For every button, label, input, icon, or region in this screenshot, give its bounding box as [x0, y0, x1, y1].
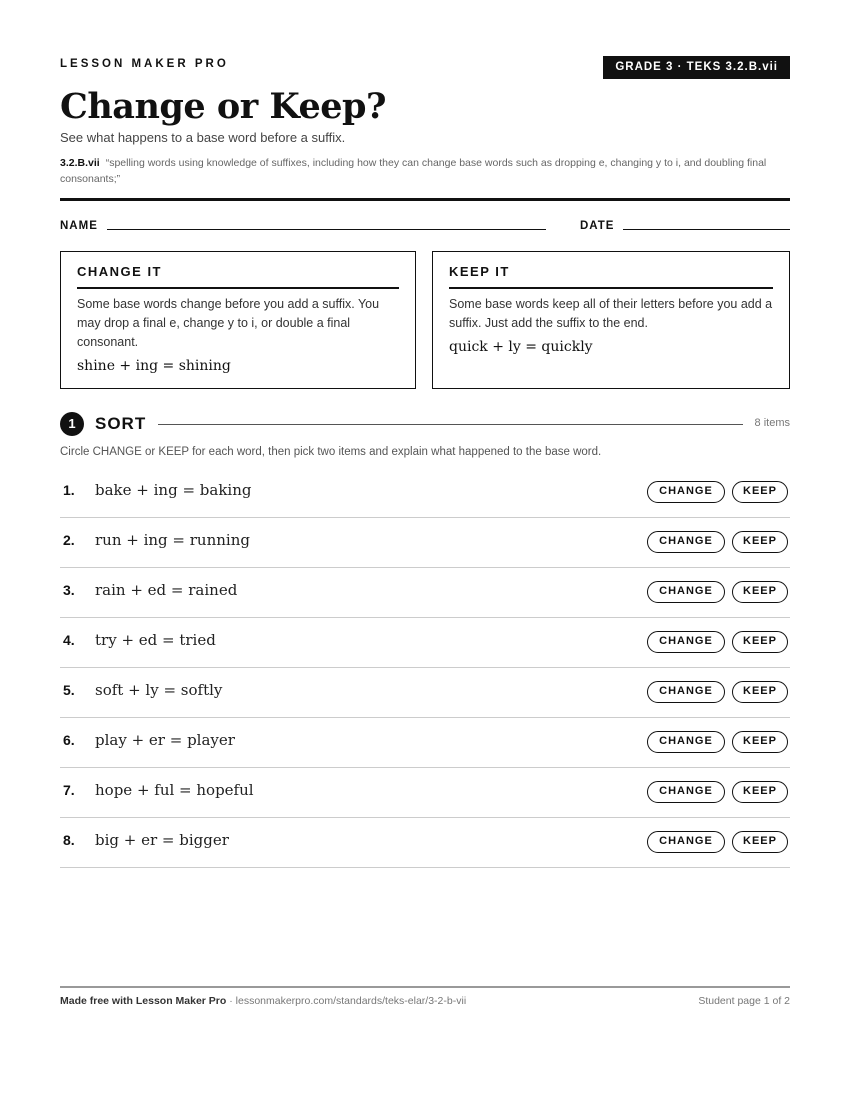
name-label: NAME: [60, 220, 98, 232]
change-button[interactable]: CHANGE: [647, 631, 725, 653]
standard-text: “spelling words using knowledge of suffixes, including how they can change base words such as dropping e, changing y to i, and doubling final consonants;”: [60, 157, 767, 185]
keep-button[interactable]: KEEP: [732, 631, 788, 653]
item-number: 7.: [63, 782, 75, 798]
section-divider: [158, 424, 743, 425]
footer-divider: [60, 986, 790, 988]
item-number: 3.: [63, 582, 75, 598]
change-button[interactable]: CHANGE: [647, 681, 725, 703]
item-word: try + ed = tried: [95, 631, 216, 649]
item-number: 2.: [63, 532, 75, 548]
top-bar: [60, 56, 790, 80]
list-item: [60, 568, 790, 618]
name-date-row: [60, 220, 790, 234]
card-example: shine + ing = shining: [77, 358, 231, 374]
keep-button[interactable]: KEEP: [732, 831, 788, 853]
instructions: Circle CHANGE or KEEP for each word, then pick two items and explain what happened to the base word.: [60, 446, 602, 458]
name-field[interactable]: [107, 229, 546, 230]
item-word: run + ing = running: [95, 531, 250, 549]
item-number: 4.: [63, 632, 75, 648]
list-item: [60, 818, 790, 868]
card-title: KEEP IT: [449, 264, 773, 289]
page-number: Student page 1 of 2: [698, 995, 790, 1007]
footer-url[interactable]: · lessonmakerpro.com/standards/teks-elar/3-2-b-vii: [226, 995, 467, 1007]
list-item: [60, 518, 790, 568]
item-number: 8.: [63, 832, 75, 848]
list-item: [60, 468, 790, 518]
brand-name: LESSON MAKER PRO: [60, 58, 229, 70]
card-title: CHANGE IT: [77, 264, 399, 289]
keep-button[interactable]: KEEP: [732, 581, 788, 603]
keep-button[interactable]: KEEP: [732, 481, 788, 503]
item-number: 5.: [63, 682, 75, 698]
page-subtitle: See what happens to a base word before a suffix.: [60, 130, 346, 145]
card-text: Some base words change before you add a suffix. You may drop a final e, change y to i, or double a final consonant.: [77, 297, 380, 349]
date-label: DATE: [580, 220, 615, 232]
standard-description: [60, 155, 790, 187]
section-number: 1: [60, 412, 84, 436]
header-divider: [60, 198, 790, 201]
change-it-card: [60, 251, 416, 389]
card-text: Some base words keep all of their letters before you add a suffix. Just add the suffix to the end.: [449, 297, 773, 330]
list-item: [60, 718, 790, 768]
keep-button[interactable]: KEEP: [732, 731, 788, 753]
item-word: soft + ly = softly: [95, 681, 223, 699]
sort-list: [60, 468, 790, 868]
keep-button[interactable]: KEEP: [732, 531, 788, 553]
item-word: bake + ing = baking: [95, 481, 252, 499]
item-number: 6.: [63, 732, 75, 748]
change-button[interactable]: CHANGE: [647, 731, 725, 753]
change-button[interactable]: CHANGE: [647, 531, 725, 553]
item-word: play + er = player: [95, 731, 235, 749]
change-button[interactable]: CHANGE: [647, 831, 725, 853]
card-example: quick + ly = quickly: [449, 339, 593, 355]
item-word: rain + ed = rained: [95, 581, 238, 599]
grade-badge: GRADE 3 · TEKS 3.2.B.vii: [603, 56, 790, 79]
keep-button[interactable]: KEEP: [732, 781, 788, 803]
footer-made-with: Made free with Lesson Maker Pro: [60, 995, 227, 1007]
keep-button[interactable]: KEEP: [732, 681, 788, 703]
item-word: big + er = bigger: [95, 831, 229, 849]
change-button[interactable]: CHANGE: [647, 781, 725, 803]
section-header: [60, 412, 790, 436]
change-button[interactable]: CHANGE: [647, 581, 725, 603]
list-item: [60, 768, 790, 818]
item-word: hope + ful = hopeful: [95, 781, 254, 799]
list-item: [60, 668, 790, 718]
change-button[interactable]: CHANGE: [647, 481, 725, 503]
page-footer: [60, 995, 790, 1007]
keep-it-card: [432, 251, 790, 389]
list-item: [60, 618, 790, 668]
section-title: SORT: [95, 414, 147, 433]
item-count: 8 items: [754, 417, 790, 429]
date-field[interactable]: [623, 229, 790, 230]
standard-code: 3.2.B.vii: [60, 157, 100, 169]
item-number: 1.: [63, 482, 75, 498]
page-title: Change or Keep?: [60, 86, 386, 127]
